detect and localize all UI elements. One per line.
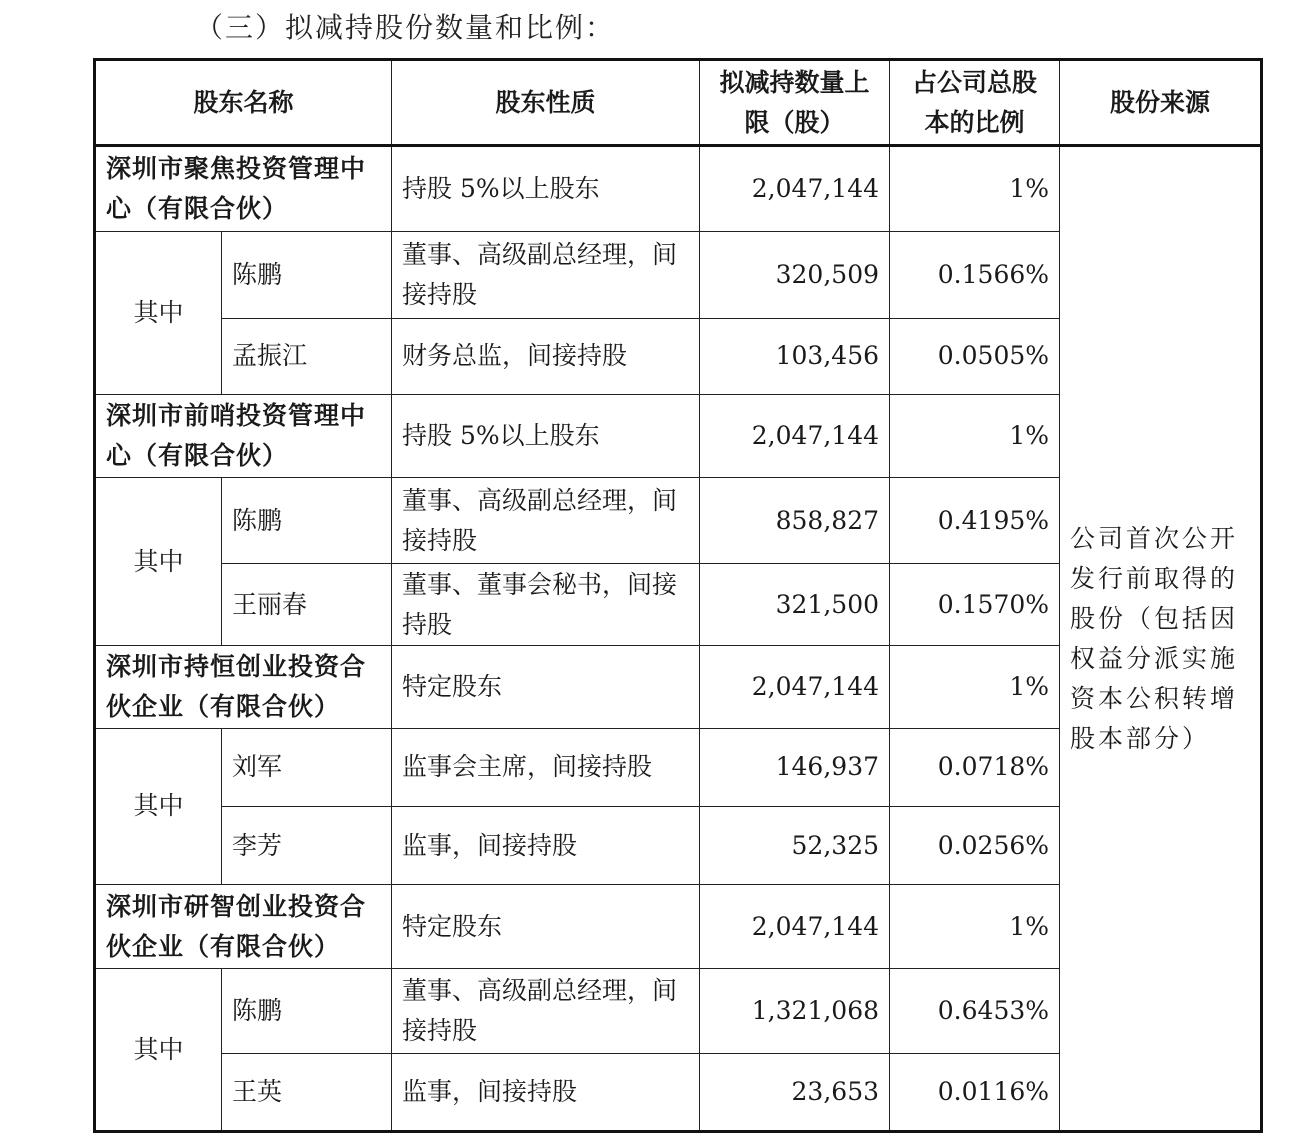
header-source: 股份来源 (1060, 60, 1262, 146)
member-nature: 监事会主席，间接持股 (392, 728, 700, 806)
header-shareholder-nature: 股东性质 (392, 60, 700, 146)
among-label: 其中 (95, 232, 222, 394)
share-source-cell: 公司首次公开发行前取得的股份（包括因权益分派实施资本公积转增股本部分） (1060, 146, 1262, 1132)
member-shares: 23,653 (700, 1053, 890, 1131)
entity-nature: 持股 5%以上股东 (392, 394, 700, 477)
member-shares: 146,937 (700, 728, 890, 806)
member-ratio: 0.1566% (890, 232, 1060, 318)
entity-ratio: 1% (890, 146, 1060, 232)
entity-name: 深圳市持恒创业投资合伙企业（有限合伙） (95, 646, 392, 728)
member-shares: 52,325 (700, 806, 890, 884)
member-nature: 董事、高级副总经理，间接持股 (392, 232, 700, 318)
member-ratio: 0.1570% (890, 564, 1060, 646)
entity-shares: 2,047,144 (700, 146, 890, 232)
member-nature: 董事、高级副总经理，间接持股 (392, 969, 700, 1053)
member-nature: 财务总监，间接持股 (392, 318, 700, 394)
member-shares: 321,500 (700, 564, 890, 646)
member-ratio: 0.0256% (890, 806, 1060, 884)
entity-name: 深圳市研智创业投资合伙企业（有限合伙） (95, 885, 392, 969)
member-ratio: 0.4195% (890, 477, 1060, 563)
header-ratio: 占公司总股本的比例 (890, 60, 1060, 146)
member-ratio: 0.0718% (890, 728, 1060, 806)
entity-name: 深圳市前哨投资管理中心（有限合伙） (95, 394, 392, 477)
member-name: 李芳 (222, 806, 392, 884)
entity-ratio: 1% (890, 394, 1060, 477)
entity-shares: 2,047,144 (700, 394, 890, 477)
entity-ratio: 1% (890, 885, 1060, 969)
member-name: 陈鹏 (222, 969, 392, 1053)
entity-shares: 2,047,144 (700, 885, 890, 969)
entity-nature: 持股 5%以上股东 (392, 146, 700, 232)
table-body (95, 146, 1262, 1132)
member-nature: 董事、高级副总经理，间接持股 (392, 477, 700, 563)
header-reduction-limit: 拟减持数量上限（股） (700, 60, 890, 146)
member-shares: 103,456 (700, 318, 890, 394)
member-name: 王丽春 (222, 564, 392, 646)
member-name: 陈鹏 (222, 232, 392, 318)
member-name: 刘军 (222, 728, 392, 806)
entity-row (95, 146, 1262, 232)
header-row (95, 60, 1262, 146)
member-name: 陈鹏 (222, 477, 392, 563)
among-label: 其中 (95, 477, 222, 646)
section-heading: （三）拟减持股份数量和比例： (195, 11, 616, 44)
member-nature: 监事，间接持股 (392, 806, 700, 884)
entity-nature: 特定股东 (392, 646, 700, 728)
entity-ratio: 1% (890, 646, 1060, 728)
member-shares: 858,827 (700, 477, 890, 563)
entity-name: 深圳市聚焦投资管理中心（有限合伙） (95, 146, 392, 232)
among-label: 其中 (95, 728, 222, 884)
entity-shares: 2,047,144 (700, 646, 890, 728)
member-shares: 1,321,068 (700, 969, 890, 1053)
member-nature: 监事，间接持股 (392, 1053, 700, 1131)
member-ratio: 0.0116% (890, 1053, 1060, 1131)
member-ratio: 0.0505% (890, 318, 1060, 394)
member-nature: 董事、董事会秘书，间接持股 (392, 564, 700, 646)
header-shareholder-name: 股东名称 (95, 60, 392, 146)
member-name: 孟振江 (222, 318, 392, 394)
entity-nature: 特定股东 (392, 885, 700, 969)
member-name: 王英 (222, 1053, 392, 1131)
share-reduction-table (93, 58, 1263, 1133)
member-ratio: 0.6453% (890, 969, 1060, 1053)
member-shares: 320,509 (700, 232, 890, 318)
among-label: 其中 (95, 969, 222, 1132)
